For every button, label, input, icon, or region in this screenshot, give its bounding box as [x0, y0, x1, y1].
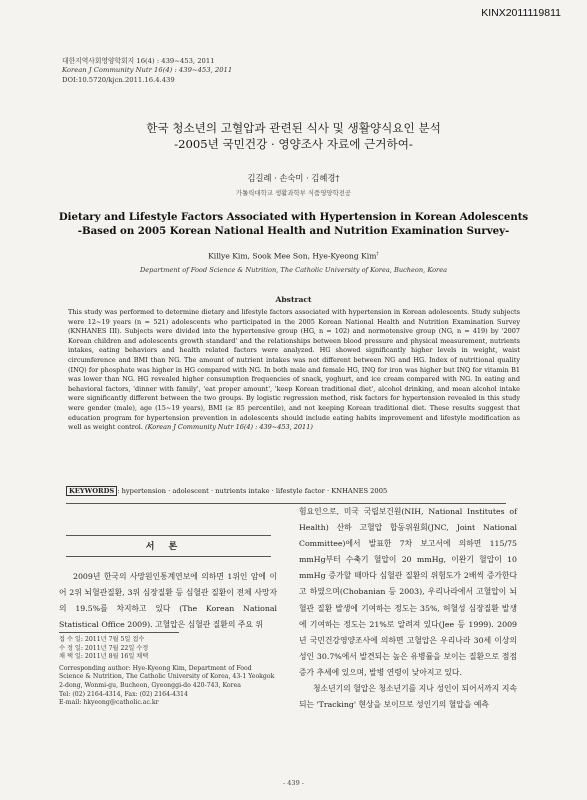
footnotes — [59, 636, 277, 708]
korean-authors: 김길례 · 손숙미 · 김혜경† — [247, 173, 340, 183]
abstract-citation: (Korean J Community Nutr 16(4) : 439~453, 2011) — [145, 423, 313, 432]
english-title — [40, 211, 547, 238]
accepted-date: 채 택 일: 2011년 8월 16일 채택 — [59, 653, 149, 661]
intro-paragraph: 2009년 한국의 사망원인통계연보에 의하면 1위인 암에 이어 2위 뇌혈관질환, 3위 심장질환 등 심혈관 질환이 전체 사망자의 19.5%를 차지하고 있다 (The Korean National Statistical Office 2009). 고혈압은 심혈관 질환의 주요 위 — [59, 572, 277, 630]
column-left — [59, 569, 277, 633]
right-paragraph-1: 험요인으로, 미국 국립보건원(NIH, National Institutes of Health) 산하 고혈압 합동위원회(JNC, Joint National Committee)에서 발표한 7차 보고서에 의하면 115/75 mmHg부터 수축기 혈압이 20 mmHg, 이완기 혈압이 10 mmHg 증가할 때마다 심혈관 질환의 위험도가 2배씩 증가한다고 하였으며(Chobanian 등 2003), 우리나라에서 고혈압이 뇌혈관 질환 발생에 기여하는 정도는 35%, 허혈성 심장질환 발생에 기여하는 정도는 21%로 알려져 있다(Jee 등 1999). 2009년 국민건강영양조사에 의하면 고혈압은 우리나라 30세 이상의 성인 30.7%에서 발견되는 높은 유병률을 보이는 질환으로 점점 증가 추세에 있으며, 발병 연령이 낮아지고 있다. — [299, 507, 517, 677]
english-title-line2: -Based on 2005 Korean National Health and Nutrition Examination Survey- — [77, 224, 510, 237]
english-affiliation: Department of Food Science & Nutrition, The Catholic University of Korea, Bucheon, Korea — [139, 266, 448, 274]
abstract-text: This study was performed to determine dietary and lifestyle factors associated with hypertension in Korean adolescents. Study subjects were 12~19 years (n = 521) adolescents who participated in the 2005 Korean National Health and Nutrition Examination Survey (KNHANES III). Subjects were divided into the hypertensive group (HG, n = 102) and normotensive group (NG, n = 419) by '2007 Korean children and adolescents growth standard' and the relationships between blood pressure and physical measurement, nutrients intakes, eating behaviors and health related factors were analyzed. HG showed significantly higher levels in weight, waist circumference and BMI than NG. The amount of nutrient intakes was not different between NG and HG. Index of nutritional quality (INQ) for phosphate was higher in HG compared with NG. In both male and female HG, INQ for iron was higher but INQ for vitamin B1 was lower than NG. HG revealed higher consumption frequencies of snack, yoghurt, and ice cream compared with NG. In eating and behavioral factors, 'dinner with family', 'eat proper amount', 'keep Korean traditional diet', alcohol drinking, and mean alcohol intake were significantly different between the two groups. By logistic regression method, risk factors for hypertension revealed in this study were gender (male), age (15~19 years), BMI (≥ 85 percentile), and not keeping Korean traditional diet. These results suggest that education program for hypertension prevention in adolescents should include eating habits improvement and lifestyle modification as well as weight control. — [68, 308, 520, 432]
document-code: KINX2011119811 — [481, 7, 561, 19]
journal-english: Korean J Community Nutr 16(4) : 439~453, 2011 — [62, 66, 233, 75]
section-heading: 서론 — [145, 542, 192, 552]
received-date: 접 수 일: 2011년 7월 5일 접수 — [59, 636, 145, 643]
section-rule-top — [66, 535, 271, 536]
korean-title — [0, 120, 587, 152]
section-rule-bottom — [66, 556, 271, 557]
corresponding-mark: † — [376, 251, 379, 257]
abstract-heading: Abstract — [275, 295, 312, 304]
korean-title-line1: 한국 청소년의 고혈압과 관련된 식사 및 생활양식요인 분석 — [146, 121, 441, 135]
korean-affiliation: 가톨릭대학교 생활과학부 식품영양학전공 — [235, 189, 352, 197]
contact-email: E-mail: hkyeong@catholic.ac.kr — [59, 699, 159, 707]
keywords — [66, 487, 387, 495]
footnote-rule — [59, 632, 179, 633]
contact-tel: Tel: (02) 2164-4314, Fax: (02) 2164-4314 — [59, 690, 188, 698]
corresponding-author: Corresponding author: Hye-Kyeong Kim, Department of Food Science & Nutrition, The Catholic University of Korea, 43-1 Yeokgok 2-dong, Wonmi-gu, Bucheon, Gyeonggi-do 420-743, Korea — [59, 664, 275, 689]
revised-date: 수 정 일: 2011년 7월 22일 수정 — [59, 644, 149, 652]
journal-korean: 대한지역사회영양학회지 16(4) : 439~453, 2011 — [62, 57, 215, 65]
english-authors: Killye Kim, Sook Mee Son, Hye-Kyeong Kim† — [208, 251, 379, 261]
journal-doi: DOI:10.5720/kjcn.2011.16.4.439 — [62, 75, 175, 84]
column-right — [299, 504, 517, 713]
keywords-label: KEYWORDS — [66, 486, 117, 496]
abstract-body — [68, 308, 520, 433]
english-title-line1: Dietary and Lifestyle Factors Associated with Hypertension in Korean Adolescents — [58, 211, 529, 223]
korean-title-line2: -2005년 국민건강 · 영양조사 자료에 근거하여- — [174, 137, 413, 151]
keywords-text: : hypertension · adolescent · nutrients intake · lifestyle factor · KNHANES 2005 — [117, 487, 388, 495]
journal-info — [62, 57, 232, 85]
page-number: - 439 - — [283, 779, 304, 787]
right-paragraph-2: 청소년기의 혈압은 청소년기를 지나 성인이 되어서까지 지속되는 'Tracking' 현상을 보이므로 성인기의 혈압을 예측 — [299, 684, 517, 710]
